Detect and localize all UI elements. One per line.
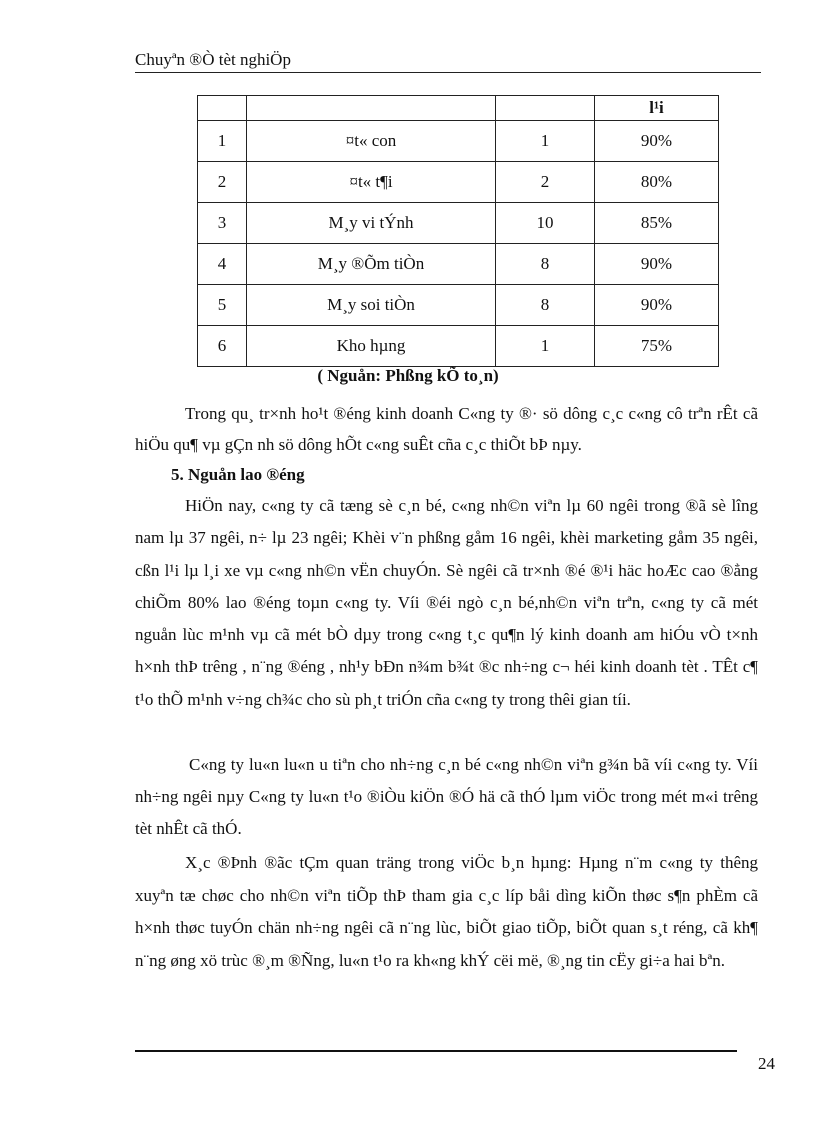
table-header-row: [198, 96, 719, 121]
table-cell: 6: [198, 326, 247, 367]
table-cell: 5: [198, 285, 247, 326]
table-cell: 1: [198, 121, 247, 162]
table-cell: 1: [496, 121, 595, 162]
table-cell: 10: [496, 203, 595, 244]
table-cell: ¤t« con: [247, 121, 496, 162]
table-header-cell: [247, 96, 496, 121]
table-cell: M¸y soi tiÒn: [247, 285, 496, 326]
table-cell: 80%: [595, 162, 719, 203]
table-header-cell: [496, 96, 595, 121]
header-rule: [135, 72, 761, 73]
equipment-table: [197, 95, 719, 367]
table-cell: 85%: [595, 203, 719, 244]
table-cell: Kho hµng: [247, 326, 496, 367]
paragraph-equipment-usage: [135, 398, 758, 460]
page-header: Chuyªn ®Ò tèt nghiÖp: [135, 50, 291, 69]
table-source-caption: ( Nguån: Phßng kÕ to¸n): [317, 366, 499, 385]
paragraph-text: Trong qu¸ tr×nh ho¹t ®éng kinh doanh C«ng ty ®· sö dông c¸c c«ng cô trªn rÊt cã hiÖu qu¶ vµ gÇn nh sö dông hÕt c«ng suÊt cña c¸c thiÕt bÞ nµy.: [135, 404, 758, 454]
section-heading: 5. Nguån lao ®éng: [171, 465, 305, 484]
paragraph-sales-training: [135, 847, 758, 977]
paragraph-text: HiÖn nay, c«ng ty cã tæng sè c¸n bé, c«ng nh©n viªn lµ 60 ngêi trong ®ã sè lîng nam lµ 37 ngêi, n÷ lµ 23 ngêi; Khèi v¨n phßng gåm 16 ngêi, khèi marketing gåm 35 ngêi, cßn l¹i lµ l¸i xe vµ c«ng nh©n vËn chuyÓn. Sè ngêi cã tr×nh ®é ®¹i häc hoÆc cao ®ẳng chiÕm 80% lao ®éng toµn c«ng ty. Víi ®éi ngò c¸n bé,nh©n viªn trªn, c«ng ty cã mét nguån lùc m¹nh vµ cã mét bÒ dµy trong c«ng t¸c qu¶n lý kinh doanh am hiÓu vÒ t×nh h×nh thÞ trêng , n¨ng ®éng , nh¹y bÐn n¾m b¾t ®c nh÷ng c¬ héi kinh doanh tèt . TÊt c¶ t¹o thÕ m¹nh v÷ng ch¾c cho sù ph¸t triÓn cña c«ng ty trong thêi gian tíi.: [135, 496, 758, 709]
table-cell: 2: [198, 162, 247, 203]
paragraph-staff-priority: [135, 749, 758, 845]
table-cell: M¸y vi tÝnh: [247, 203, 496, 244]
table-cell: ¤t« t¶i: [247, 162, 496, 203]
footer-rule: [135, 1050, 737, 1052]
table-cell: 3: [198, 203, 247, 244]
table-cell: 1: [496, 326, 595, 367]
table-header-cell: [198, 96, 247, 121]
table-row: [198, 244, 719, 285]
table-cell: 8: [496, 285, 595, 326]
table-row: [198, 326, 719, 367]
table-row: [198, 203, 719, 244]
table-cell: 8: [496, 244, 595, 285]
table-cell: 4: [198, 244, 247, 285]
page-number: 24: [758, 1054, 775, 1073]
table-header-cell: l¹i: [595, 96, 719, 121]
table-cell: 90%: [595, 244, 719, 285]
table-cell: 90%: [595, 121, 719, 162]
table-cell: 2: [496, 162, 595, 203]
table-row: [198, 285, 719, 326]
paragraph-labor-force: [135, 490, 758, 716]
table-row: [198, 121, 719, 162]
table-cell: 75%: [595, 326, 719, 367]
table-row: [198, 162, 719, 203]
table-cell: 90%: [595, 285, 719, 326]
paragraph-text: C«ng ty lu«n lu«n u tiªn cho nh÷ng c¸n bé c«ng nh©n viªn g¾n bã víi c«ng ty. Víi nh÷ng ngêi nµy C«ng ty lu«n t¹o ®iÒu kiÖn ®Ó hä cã thÓ lµm viÖc trong mét m«i trêng tèt nhÊt cã thÓ.: [135, 755, 758, 838]
paragraph-text: X¸c ®Þnh ®ãc tÇm quan träng trong viÖc b¸n hµng: Hµng n¨m c«ng ty thêng xuyªn tæ chøc cho nh©n viªn tiÕp thÞ tham gia c¸c líp båi dìng kiÕn thøc s¶n phÈm cã h×nh thøc tuyÓn chän nh÷ng ngêi cã n¨ng lùc, biÕt giao tiÕp, biÕt quan s¸t réng, cã kh¶ n¨ng øng xö trùc ®¸m ®Ñng, lu«n t¹o ra kh«ng khÝ cëi më, ®¸ng tin cËy gi÷a hai bªn.: [135, 853, 758, 970]
table-cell: M¸y ®Õm tiÒn: [247, 244, 496, 285]
